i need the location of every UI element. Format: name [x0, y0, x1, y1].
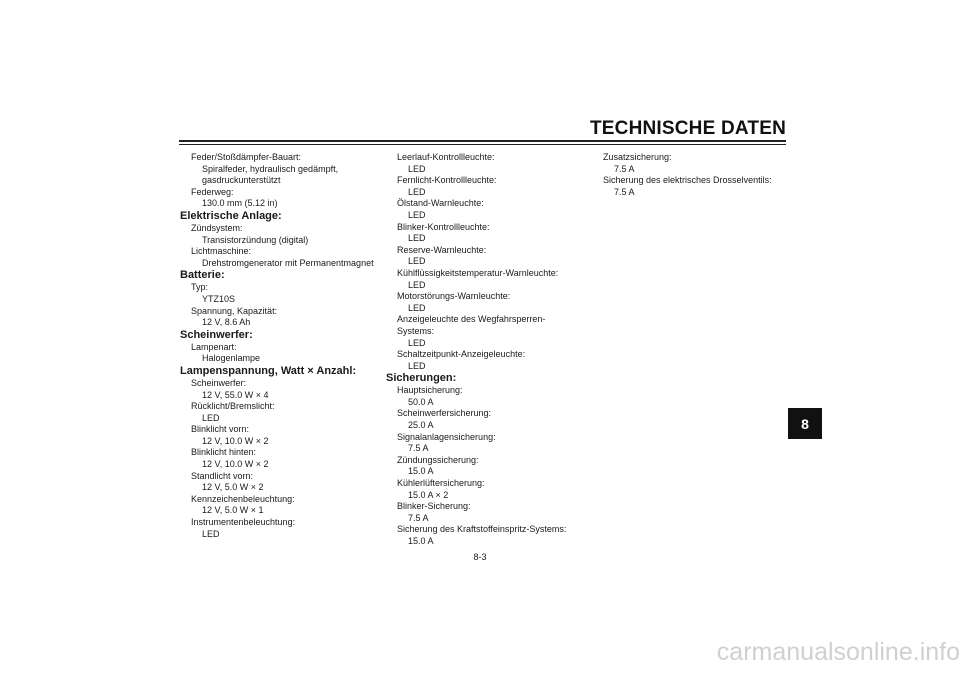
spec-label: Blinklicht vorn: [191, 424, 250, 435]
spec-value: 12 V, 10.0 W × 2 [202, 459, 269, 470]
section-heading: Scheinwerfer: [180, 328, 253, 341]
spec-column-1 [180, 152, 380, 540]
spec-label: Lichtmaschine: [191, 246, 252, 257]
spec-value: 7.5 A [614, 163, 635, 174]
spec-value: Drehstromgenerator mit Permanentmagnet [202, 257, 374, 268]
spec-value: 25.0 A [408, 420, 434, 431]
spec-value: 7.5 A [614, 186, 635, 197]
spec-label: Signalanlagensicherung: [397, 431, 496, 442]
spec-value: 15.0 A [408, 466, 434, 477]
section-heading: Batterie: [180, 269, 225, 282]
spec-value: 12 V, 5.0 W × 2 [202, 482, 264, 493]
spec-label: Motorstörungs-Warnleuchte: [397, 291, 511, 302]
spec-value: LED [408, 233, 426, 244]
spec-label: Zündsystem: [191, 222, 243, 233]
spec-label: Federweg: [191, 186, 234, 197]
spec-column-2 [386, 152, 586, 548]
page-number: 8-3 [473, 552, 487, 562]
spec-label: Reserve-Warnleuchte: [397, 244, 487, 255]
spec-value: Spiralfeder, hydraulisch gedämpft, [202, 163, 339, 174]
spec-label: Standlicht vorn: [191, 470, 254, 481]
spec-label: Spannung, Kapazität: [191, 305, 278, 316]
spec-label: Zusatzsicherung: [603, 152, 672, 162]
spec-value: 7.5 A [408, 443, 429, 454]
spec-label: Anzeigeleuchte des Wegfahrsperren- [397, 314, 546, 325]
spec-label: Scheinwerfer: [191, 377, 247, 388]
spec-value: YTZ10S [202, 293, 236, 304]
spec-label: Blinklicht hinten: [191, 447, 257, 458]
spec-label: Ölstand-Warnleuchte: [397, 198, 484, 209]
spec-label: Kühlflüssigkeitstemperatur-Warnleuchte: [397, 267, 559, 278]
spec-label: Lampenart: [191, 341, 237, 352]
spec-label: Systems: [397, 325, 435, 336]
spec-label: Fernlicht-Kontrollleuchte: [397, 175, 497, 186]
spec-value: LED [202, 412, 220, 423]
spec-value: 12 V, 10.0 W × 2 [202, 435, 269, 446]
spec-value: LED [408, 163, 426, 174]
spec-label: Leerlauf-Kontrollleuchte: [397, 152, 495, 162]
spec-value: LED [408, 360, 426, 371]
spec-value: 15.0 A [408, 536, 434, 546]
chapter-tab [788, 408, 822, 439]
spec-label: Schaltzeitpunkt-Anzeigeleuchte: [397, 349, 526, 360]
spec-label: Typ: [191, 282, 209, 293]
spec-value: 15.0 A × 2 [408, 489, 449, 500]
spec-value: LED [408, 337, 426, 348]
spec-label: Feder/Stoßdämpfer-Bauart: [191, 152, 302, 162]
spec-label: Sicherung des Kraftstoffeinspritz-Systems: [397, 524, 567, 535]
watermark: carmanualsonline.info [716, 638, 960, 666]
header-rule-thin [179, 144, 786, 145]
spec-value: LED [408, 186, 426, 197]
spec-label: Hauptsicherung: [397, 385, 463, 396]
spec-label: Rücklicht/Bremslicht: [191, 401, 275, 412]
spec-value: LED [408, 209, 426, 220]
chapter-tab-label: 8 [801, 415, 809, 432]
spec-label: Blinker-Kontrollleuchte: [397, 221, 490, 232]
spec-column-3 [592, 152, 792, 198]
spec-value: 12 V, 8.6 Ah [202, 317, 251, 328]
spec-label: Blinker-Sicherung: [397, 501, 471, 512]
spec-label: Kühlerlüftersicherung: [397, 478, 485, 489]
spec-value: LED [408, 279, 426, 290]
spec-value: LED [408, 256, 426, 267]
spec-value: 50.0 A [408, 396, 434, 407]
spec-value: 12 V, 55.0 W × 4 [202, 389, 269, 400]
spec-value: Halogenlampe [202, 353, 261, 364]
section-heading: Lampenspannung, Watt × Anzahl: [180, 364, 357, 377]
spec-label: Zündungssicherung: [397, 454, 479, 465]
spec-value: gasdruckunterstützt [202, 175, 281, 186]
spec-label: Sicherung des elektrisches Drosselventils: [603, 175, 772, 186]
spec-value: LED [202, 528, 220, 539]
spec-label: Kennzeichenbeleuchtung: [191, 493, 295, 504]
spec-value: 12 V, 5.0 W × 1 [202, 505, 264, 516]
spec-value: 7.5 A [408, 512, 429, 523]
spec-value: 130.0 mm (5.12 in) [202, 198, 278, 209]
page-title: TECHNISCHE DATEN [589, 118, 786, 139]
spec-value: LED [408, 302, 426, 313]
section-heading: Sicherungen: [386, 372, 457, 385]
section-heading: Elektrische Anlage: [180, 209, 282, 222]
spec-value: Transistorzündung (digital) [202, 234, 309, 245]
spec-label: Instrumentenbeleuchtung: [191, 517, 296, 528]
header-rule-thick [179, 140, 786, 142]
spec-label: Scheinwerfersicherung: [397, 408, 492, 419]
